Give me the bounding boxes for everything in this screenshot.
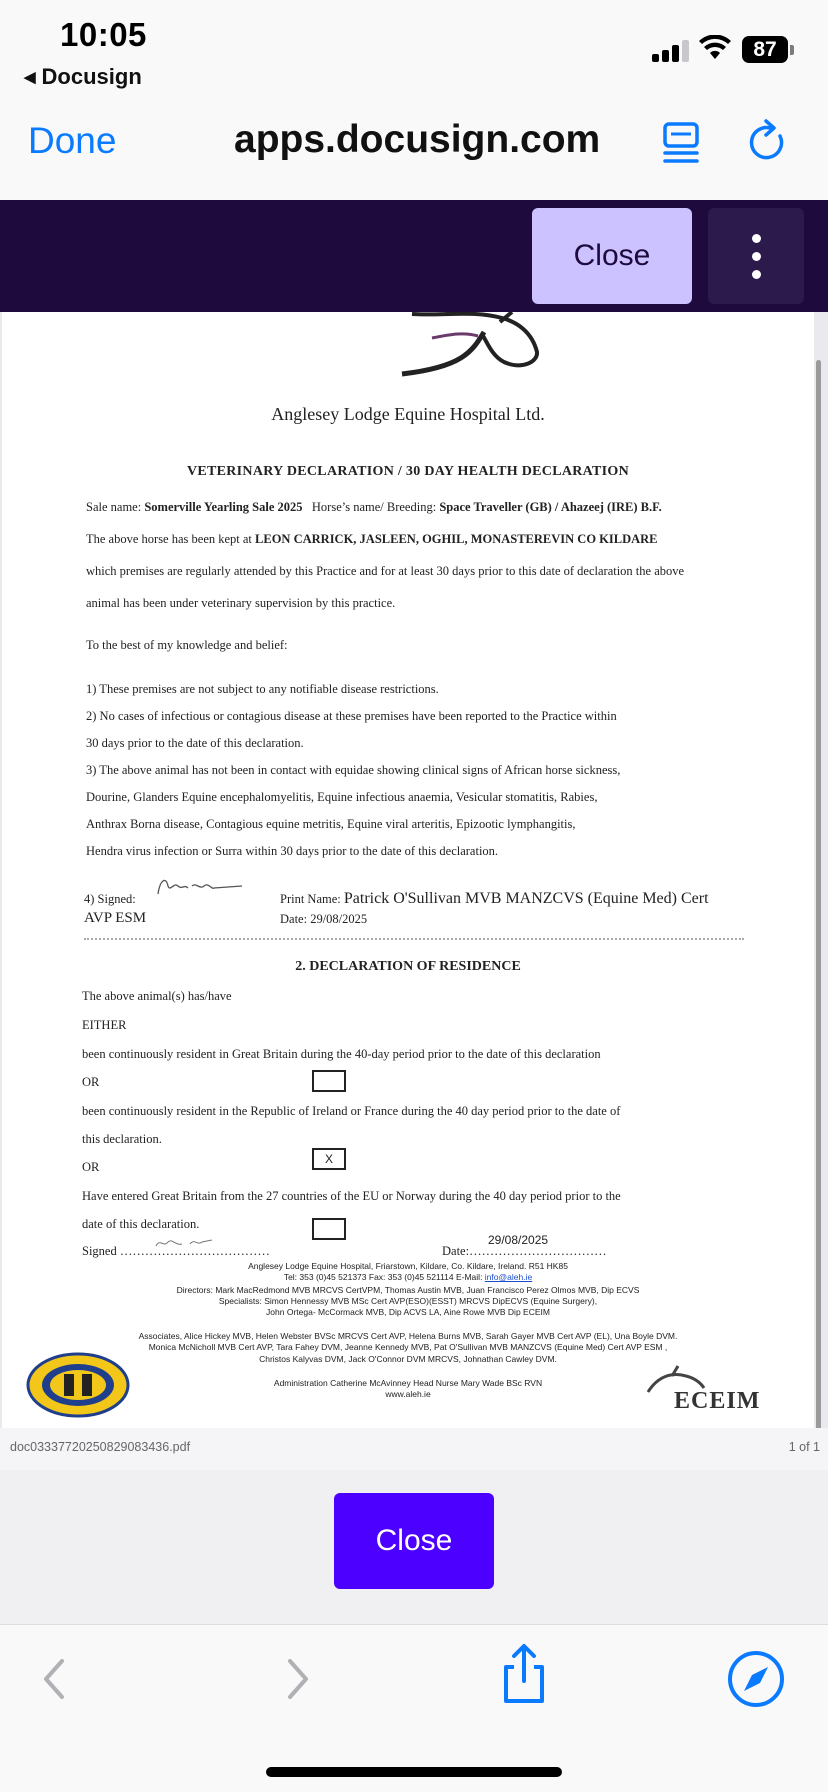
checkbox-option-2[interactable]: X (312, 1148, 346, 1170)
signed-label: 4) Signed: (84, 892, 136, 906)
file-info-bar (0, 1428, 828, 1470)
docusign-header (0, 200, 828, 312)
item-3c: Anthrax Borna disease, Contagious equine metritis, Equine viral arteritis, Epizootic lymphangitis, (86, 817, 576, 831)
para-line-3: animal has been under veterinary supervision by this practice. (86, 596, 396, 610)
sale-label: Sale name: (86, 500, 145, 514)
kept-prefix: The above horse has been kept at (86, 532, 256, 546)
kept-value: LEON CARRICK, JASLEEN, OGHIL, MONASTEREVIN CO KILDARE (255, 532, 658, 546)
cellular-signal-icon (652, 38, 692, 62)
horse-logo-icon (392, 312, 542, 380)
item-1: 1) These premises are not subject to any notifiable disease restrictions. (86, 682, 439, 696)
reader-mode-icon[interactable] (662, 120, 700, 164)
checkbox-option-3[interactable] (312, 1218, 346, 1240)
close-button[interactable]: Close (334, 1493, 494, 1589)
action-area (0, 1470, 828, 1624)
browser-toolbar (0, 1624, 828, 1792)
header-close-button[interactable]: Close (532, 208, 692, 304)
back-to-app-link[interactable] (24, 64, 142, 90)
vet-signature (154, 872, 244, 902)
eceim-logo-text: ECEIM (674, 1388, 761, 1414)
home-indicator (266, 1767, 562, 1777)
pdf-filename: doc0333772025082908343​6.pdf (10, 1440, 191, 1454)
section-2-title: 2. DECLARATION OF RESIDENCE (295, 959, 521, 974)
footer-tel: Tel: 353 (0)45 521373 Fax: 353 (0)45 521114 E-Mail: (283, 1272, 485, 1282)
footer-admin: Administration Catherine McAvinney Head Nurse Mary Wade BSc RVN (273, 1378, 543, 1388)
footer-associates: Associates, Alice Hickey MVB, Helen Webster BVSc MRCVS Cert AVP, Helena Burns MVB, Sarah Gayer MVB Cert AVP (EL), Una Boyle DVM. (138, 1331, 678, 1341)
or-label-1: OR (82, 1075, 100, 1089)
hospital-name: Anglesey Lodge Equine Hospital Ltd. (271, 404, 545, 424)
date-2-label: Date:…………………………… (442, 1244, 607, 1258)
share-icon[interactable] (492, 1643, 556, 1707)
footer-associates-3: Christos Kalyvas DVM, Jack O'Connor DVM MRCVS, Johnathan Cawley DVM. (259, 1354, 557, 1364)
or-label-2: OR (82, 1160, 100, 1174)
declaration-title: VETERINARY DECLARATION / 30 DAY HEALTH DECLARATION (186, 464, 630, 479)
sale-value: Somerville Yearling Sale 2025 (144, 500, 303, 514)
signed-sub: AVP ESM (84, 910, 147, 926)
wifi-icon (698, 35, 732, 61)
print-name-label: Print Name: (280, 892, 344, 906)
option-1-text: been continuously resident in Great Britain during the 40-day period prior to the date of this declaration (82, 1047, 601, 1061)
signed-2-label: Signed ……………………………… (82, 1244, 270, 1258)
footer-web: www.aleh.ie (385, 1389, 431, 1399)
battery-nub (790, 45, 794, 55)
url-label: apps.docusign.com (234, 118, 601, 161)
footer-contact (2, 1272, 814, 1282)
item-2a: 2) No cases of infectious or contagious disease at these premises have been reported to the Practice within (86, 709, 617, 723)
kept-line (86, 532, 658, 547)
back-app-label: Docusign (41, 64, 142, 89)
footer-email-link[interactable]: info@aleh.ie (484, 1272, 533, 1282)
footer-specialists-2: John Ortega- McCormack MVB, Dip ACVS LA, Aine Rowe MVB Dip ECEIM (266, 1307, 550, 1317)
animal-has-line: The above animal(s) has/have (82, 989, 232, 1003)
done-button[interactable]: Done (28, 120, 117, 161)
forward-chevron-icon[interactable] (264, 1647, 328, 1711)
document-page (2, 312, 814, 1428)
item-2b: 30 days prior to the date of this declaration. (86, 736, 304, 750)
date-label: Date: (280, 912, 311, 926)
horse-label: Horse’s name/ Breeding: (311, 500, 440, 514)
date-line (280, 912, 367, 927)
print-name-value: Patrick O'Sullivan MVB MANZCVS (Equine Med) Cert (343, 890, 709, 907)
document-viewer[interactable] (0, 312, 828, 1428)
knowledge-line: To the best of my knowledge and belief: (86, 638, 288, 652)
date-2-value: 29/08/2025 (488, 1233, 549, 1247)
sale-line (86, 500, 662, 515)
section-divider (84, 938, 744, 940)
footer-associates-2: Monica McNicholl MVB Cert AVP, Tara Fahey DVM, Jeanne Kennedy MVB, Pat O'Sullivan MVB MANZCVS (Equine Med) Cert AVP ESM , (148, 1342, 668, 1352)
status-bar (0, 0, 828, 98)
more-options-icon[interactable] (708, 208, 804, 304)
either-label: EITHER (82, 1018, 127, 1032)
item-3b: Dourine, Glanders Equine encephalomyelitis, Equine infectious anaemia, Vesicular stomatitis, Rabies, (86, 790, 598, 804)
item-3d: Hendra virus infection or Surra within 30 days prior to the date of this declaration. (86, 844, 499, 858)
back-triangle-icon: ◀ (24, 69, 36, 86)
ecvs-seal-icon (26, 1352, 130, 1418)
reload-icon[interactable] (746, 118, 790, 164)
option-2-text-b: this declaration. (82, 1132, 162, 1146)
option-3-text-b: date of this declaration. (82, 1217, 200, 1231)
page-count: 1 of 1 (788, 1440, 820, 1454)
browser-bar (0, 98, 828, 200)
viewer-scrollbar[interactable] (816, 360, 821, 1490)
footer-directors: Directors: Mark MacRedmond MVB MRCVS CertVPM, Thomas Austin MVB, Juan Francisco Perez Olmos MVB, Dip ECVS (176, 1285, 640, 1295)
horse-value: Space Traveller (GB) / Ahazeej (IRE) B.F. (439, 500, 662, 514)
checkbox-option-1[interactable] (312, 1070, 346, 1092)
compass-icon[interactable] (724, 1647, 788, 1711)
option-3-text-a: Have entered Great Britain from the 27 countries of the EU or Norway during the 40 day period prior to the (82, 1189, 621, 1203)
date-value: 29/08/2025 (310, 912, 368, 926)
item-3a: 3) The above animal has not been in contact with equidae showing clinical signs of African horse sickness, (86, 763, 621, 777)
second-signature (152, 1234, 232, 1252)
footer-specialists: Specialists: Simon Hennessy MVB MSc Cert AVP(ESO)(ESST) MRCVS DipECVS (Equine Surgery), (218, 1296, 598, 1306)
print-name-line (280, 890, 709, 908)
battery-indicator: 87 (742, 36, 788, 63)
option-2-text-a: been continuously resident in the Republic of Ireland or France during the 40 day period prior to the date of (82, 1104, 621, 1118)
status-time: 10:05 (60, 16, 147, 53)
para-line-2: which premises are regularly attended by this Practice and for at least 30 days prior to this date of declaration the above (86, 564, 685, 578)
back-chevron-icon[interactable] (24, 1647, 88, 1711)
footer-address: Anglesey Lodge Equine Hospital, Friarstown, Kildare, Co. Kildare, Ireland. R51 HK85 (248, 1261, 568, 1271)
